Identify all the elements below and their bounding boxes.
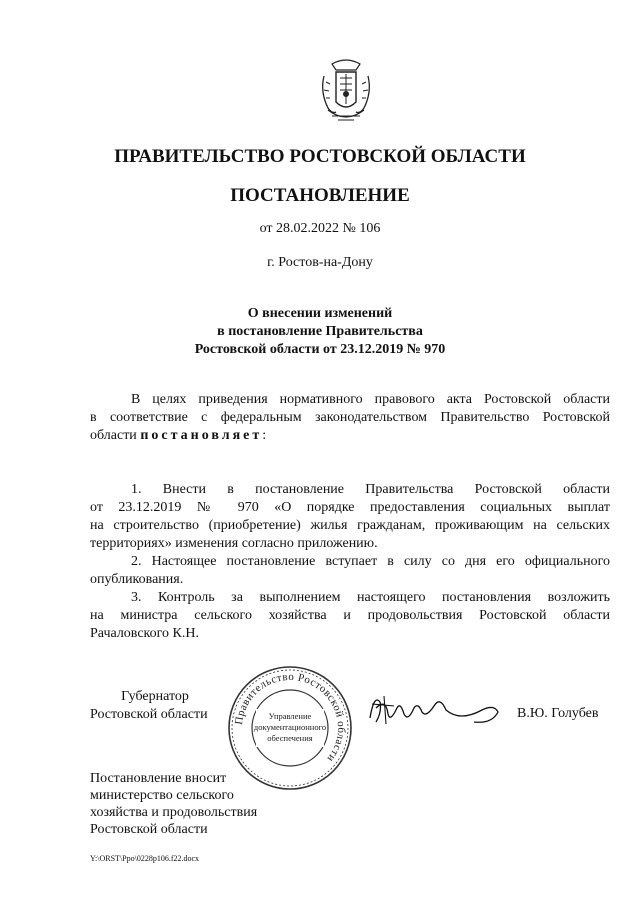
- item-line: Рачаловского К.Н.: [90, 626, 199, 641]
- resolves-keyword: постановляет: [140, 428, 263, 443]
- document-type: ПОСТАНОВЛЕНИЕ: [230, 185, 410, 206]
- item-2: [90, 553, 610, 589]
- signatory-name: В.Ю. Голубев: [517, 706, 599, 721]
- coat-of-arms-icon: [318, 58, 374, 128]
- item-line: территориях» изменения согласно приложению.: [90, 536, 378, 551]
- preamble: [90, 391, 610, 445]
- seal-center-text: Управление: [268, 711, 312, 721]
- item-line: 1. Внести в постановление Правительства Ростовской области: [131, 482, 610, 497]
- document-date-number: от 28.02.2022 № 106: [259, 221, 381, 236]
- preamble-line: [90, 427, 610, 445]
- item-line: на строительство (приобретение) жилья гражданам, проживающим на сельских: [90, 518, 610, 533]
- item-line: опубликования.: [90, 572, 184, 587]
- seal-center-text: обеспечения: [267, 733, 313, 743]
- subject-line: Ростовской области от 23.12.2019 № 970: [194, 342, 446, 357]
- preamble-colon: :: [262, 428, 267, 443]
- item-3: [90, 589, 610, 643]
- submitter-note-line: Постановление вносит: [90, 771, 227, 786]
- subject-line: в постановление Правительства: [217, 324, 423, 339]
- signatory-title-line: Губернатор: [121, 689, 189, 704]
- submitter-note-line: министерство сельского: [90, 788, 234, 803]
- item-line: от 23.12.2019 № 970 «О порядке предоставления социальных выплат: [90, 500, 610, 515]
- signatory-title-line: Ростовской области: [90, 707, 208, 722]
- submitter-note-line: Ростовской области: [90, 822, 208, 837]
- file-path: Y:\ORST\Ppo\0228p106.f22.docx: [90, 854, 200, 863]
- item-1: [90, 481, 610, 553]
- item-line: 3. Контроль за выполнением настоящего постановления возложить: [131, 590, 610, 605]
- preamble-line: в соответствие с федеральным законодательством Правительство Ростовской: [90, 410, 610, 425]
- signatory-title: [90, 688, 220, 724]
- submitter-note-line: хозяйства и продовольствия: [90, 805, 258, 820]
- preamble-text: области: [90, 428, 141, 443]
- subject-line: О внесении изменений: [247, 306, 393, 321]
- seal-center-text: документационного: [253, 722, 327, 732]
- item-line: на министра сельского хозяйства и продовольствия Ростовской области: [90, 608, 610, 623]
- preamble-line: В целях приведения нормативного правового акта Ростовской области: [131, 392, 610, 407]
- seal-ring-text: Правительство Ростовской области: [233, 670, 348, 765]
- document-city: г. Ростов-на-Дону: [267, 255, 373, 270]
- handwritten-signature-icon: [364, 688, 504, 732]
- government-title: ПРАВИТЕЛЬСТВО РОСТОВСКОЙ ОБЛАСТИ: [114, 146, 526, 167]
- document-subject: [0, 305, 640, 359]
- submitter-note: [90, 770, 257, 838]
- item-line: 2. Настоящее постановление вступает в силу со дня его официального: [131, 554, 610, 569]
